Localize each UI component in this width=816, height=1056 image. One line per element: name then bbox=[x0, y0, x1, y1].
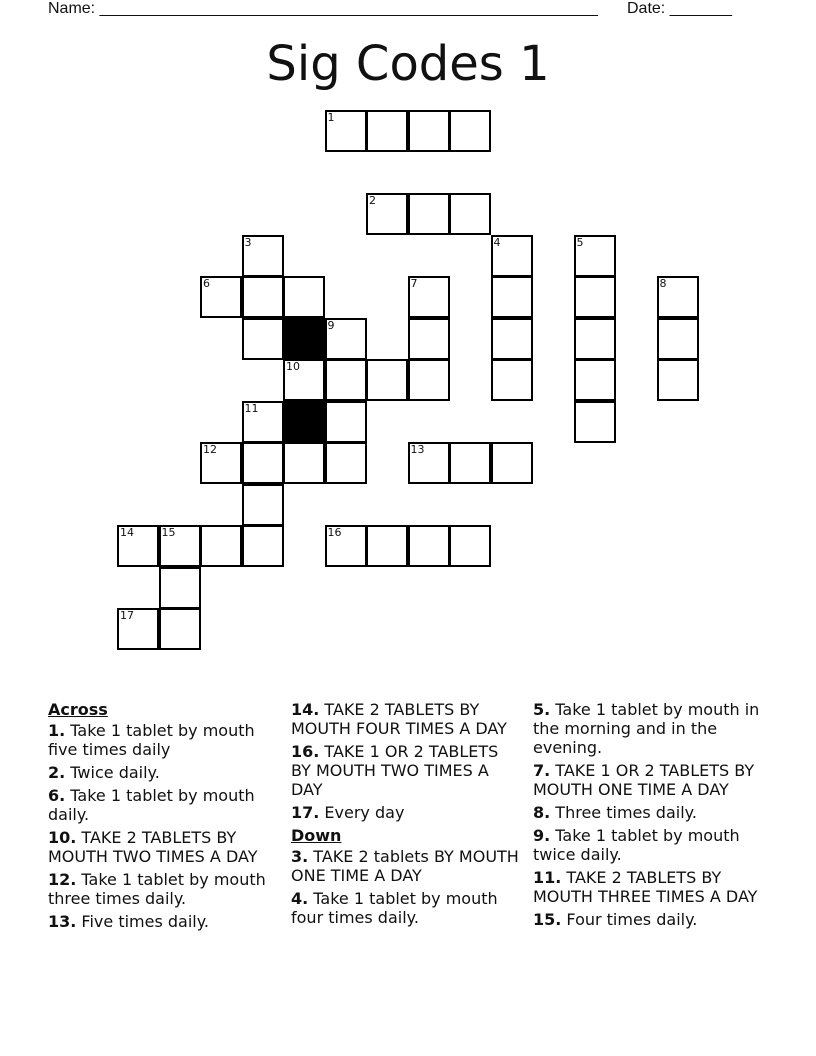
clue-num: 7. bbox=[533, 761, 551, 780]
crossword-cell[interactable] bbox=[325, 401, 367, 443]
date-field[interactable]: Date: _______ bbox=[627, 0, 732, 17]
clue-item bbox=[48, 870, 280, 908]
clue-text: Take 1 tablet by mouth in the morning and in the evening. bbox=[533, 700, 760, 757]
clue-item bbox=[48, 721, 280, 759]
clue-item bbox=[48, 828, 280, 866]
clue-number: 2 bbox=[369, 194, 376, 207]
crossword-cell[interactable] bbox=[574, 235, 616, 277]
clue-text: TAKE 2 tablets BY MOUTH ONE TIME A DAY bbox=[291, 847, 519, 885]
clue-item bbox=[291, 847, 523, 885]
clue-text: Take 1 tablet by mouth three times daily. bbox=[48, 870, 266, 908]
crossword-cell[interactable] bbox=[657, 359, 699, 401]
crossword-cell[interactable] bbox=[325, 359, 367, 401]
clue-number: 14 bbox=[120, 526, 134, 539]
clue-num: 15. bbox=[533, 910, 562, 929]
clue-text: Take 1 tablet by mouth daily. bbox=[48, 786, 255, 824]
clue-num: 13. bbox=[48, 912, 77, 931]
clue-num: 3. bbox=[291, 847, 309, 866]
crossword-cell[interactable] bbox=[408, 359, 450, 401]
crossword-cell[interactable] bbox=[242, 525, 284, 567]
clue-item bbox=[291, 700, 523, 738]
crossword-cell[interactable] bbox=[574, 401, 616, 443]
clue-num: 9. bbox=[533, 826, 551, 845]
crossword-cell[interactable] bbox=[408, 276, 450, 318]
clue-text: Every day bbox=[319, 803, 405, 822]
clue-num: 2. bbox=[48, 763, 66, 782]
clue-number: 15 bbox=[161, 526, 176, 539]
crossword-cell[interactable] bbox=[366, 359, 408, 401]
clue-item bbox=[533, 868, 773, 906]
page-title: Sig Codes 1 bbox=[266, 36, 550, 92]
crossword-cell[interactable] bbox=[574, 359, 616, 401]
crossword-cell[interactable] bbox=[657, 318, 699, 360]
crossword-cell[interactable] bbox=[283, 359, 325, 401]
clue-number: 1 bbox=[327, 111, 335, 124]
crossword-cell[interactable] bbox=[491, 276, 533, 318]
clue-text: Twice daily. bbox=[65, 763, 160, 782]
clue-text: TAKE 2 TABLETS BY MOUTH TWO TIMES A DAY bbox=[48, 828, 258, 866]
clue-item bbox=[533, 803, 773, 822]
crossword-cell[interactable] bbox=[491, 235, 533, 277]
crossword-cell[interactable] bbox=[366, 110, 408, 152]
clue-text: Take 1 tablet by mouth twice daily. bbox=[533, 826, 740, 864]
clue-number: 13 bbox=[410, 443, 425, 456]
crossword-cell[interactable] bbox=[283, 442, 325, 484]
clue-number: 7 bbox=[410, 277, 418, 290]
clue-number: 5 bbox=[576, 235, 584, 249]
crossword-cell[interactable] bbox=[574, 276, 616, 318]
crossword-cell[interactable] bbox=[366, 525, 408, 567]
clue-text: TAKE 2 TABLETS BY MOUTH THREE TIMES A DAY bbox=[533, 868, 758, 906]
clue-num: 11. bbox=[533, 868, 562, 887]
clue-number: 16 bbox=[327, 526, 342, 539]
clue-text: Take 1 tablet by mouth four times daily. bbox=[291, 889, 498, 927]
clue-num: 6. bbox=[48, 786, 66, 805]
clue-text: Five times daily. bbox=[76, 912, 210, 931]
clue-num: 17. bbox=[291, 803, 320, 822]
clue-num: 4. bbox=[291, 889, 309, 908]
clue-number: 17 bbox=[120, 609, 134, 622]
crossword-block-cell bbox=[283, 401, 325, 443]
clue-item bbox=[291, 742, 523, 799]
crossword-cell[interactable] bbox=[366, 193, 408, 235]
crossword-cell[interactable] bbox=[408, 193, 450, 235]
clue-text: TAKE 1 OR 2 TABLETS BY MOUTH TWO TIMES A DAY bbox=[291, 742, 499, 799]
clue-text: TAKE 1 OR 2 TABLETS BY MOUTH ONE TIME A DAY bbox=[533, 761, 755, 799]
crossword-cell[interactable] bbox=[491, 318, 533, 360]
crossword-cell[interactable] bbox=[491, 359, 533, 401]
clue-number: 10 bbox=[286, 360, 300, 373]
clue-item bbox=[48, 912, 280, 931]
clue-item bbox=[533, 761, 773, 799]
crossword-cell[interactable] bbox=[408, 442, 450, 484]
crossword-cell[interactable] bbox=[200, 442, 242, 484]
crossword-cell[interactable] bbox=[242, 276, 284, 318]
crossword-cell[interactable] bbox=[200, 525, 242, 567]
crossword-cell[interactable] bbox=[200, 276, 242, 318]
crossword-cell[interactable] bbox=[325, 442, 367, 484]
crossword-block-cell bbox=[283, 318, 325, 360]
clue-text: Four times daily. bbox=[561, 910, 698, 929]
clue-item bbox=[533, 826, 773, 864]
clue-item bbox=[533, 910, 773, 929]
clue-num: 12. bbox=[48, 870, 77, 889]
clue-num: 10. bbox=[48, 828, 77, 847]
name-field[interactable]: Name: ________________________________________________________ bbox=[48, 0, 598, 17]
crossword-cell[interactable] bbox=[242, 235, 284, 277]
clue-num: 16. bbox=[291, 742, 320, 761]
crossword-cell[interactable] bbox=[117, 525, 159, 567]
crossword-cell[interactable] bbox=[283, 276, 325, 318]
clue-item bbox=[291, 803, 523, 822]
crossword-cell[interactable] bbox=[449, 525, 491, 567]
clue-number: 3 bbox=[244, 235, 252, 249]
clue-num: 14. bbox=[291, 700, 320, 719]
crossword-cell[interactable] bbox=[242, 484, 284, 526]
clue-text: TAKE 2 TABLETS BY MOUTH FOUR TIMES A DAY bbox=[291, 700, 507, 738]
crossword-cell[interactable] bbox=[325, 318, 367, 360]
crossword-cell[interactable] bbox=[242, 318, 284, 360]
clue-text: Three times daily. bbox=[550, 803, 697, 822]
crossword-cell[interactable] bbox=[159, 567, 201, 609]
crossword-cell[interactable] bbox=[449, 110, 491, 152]
clue-num: 8. bbox=[533, 803, 551, 822]
clue-num: 1. bbox=[48, 721, 66, 740]
crossword-cell[interactable] bbox=[408, 110, 450, 152]
crossword-cell[interactable] bbox=[242, 401, 284, 443]
clue-number: 9 bbox=[327, 318, 335, 332]
crossword-cell[interactable] bbox=[325, 525, 367, 567]
crossword-cell[interactable] bbox=[325, 110, 367, 152]
crossword-cell[interactable] bbox=[159, 608, 201, 650]
crossword-cell[interactable] bbox=[159, 525, 201, 567]
crossword-cell[interactable] bbox=[491, 442, 533, 484]
crossword-cell[interactable] bbox=[657, 276, 699, 318]
crossword-cell[interactable] bbox=[117, 608, 159, 650]
clue-number: 6 bbox=[203, 277, 210, 290]
clue-text: Take 1 tablet by mouth five times daily bbox=[48, 721, 255, 759]
clue-column-3 bbox=[533, 700, 773, 933]
across-heading: Across bbox=[48, 700, 108, 719]
crossword-cell[interactable] bbox=[449, 193, 491, 235]
clue-column-2 bbox=[291, 700, 523, 931]
clue-number: 8 bbox=[659, 277, 667, 290]
down-heading: Down bbox=[291, 826, 342, 845]
clue-item bbox=[48, 763, 280, 782]
clue-item bbox=[48, 786, 280, 824]
crossword-cell[interactable] bbox=[242, 442, 284, 484]
clue-number: 4 bbox=[493, 235, 501, 249]
clue-column-1 bbox=[48, 700, 280, 935]
clue-number: 12 bbox=[203, 443, 217, 456]
clue-num: 5. bbox=[533, 700, 551, 719]
crossword-cell[interactable] bbox=[574, 318, 616, 360]
crossword-cell[interactable] bbox=[408, 525, 450, 567]
clue-number: 11 bbox=[244, 401, 259, 415]
clue-item bbox=[533, 700, 773, 757]
clue-item bbox=[291, 889, 523, 927]
crossword-cell[interactable] bbox=[408, 318, 450, 360]
crossword-cell[interactable] bbox=[449, 442, 491, 484]
